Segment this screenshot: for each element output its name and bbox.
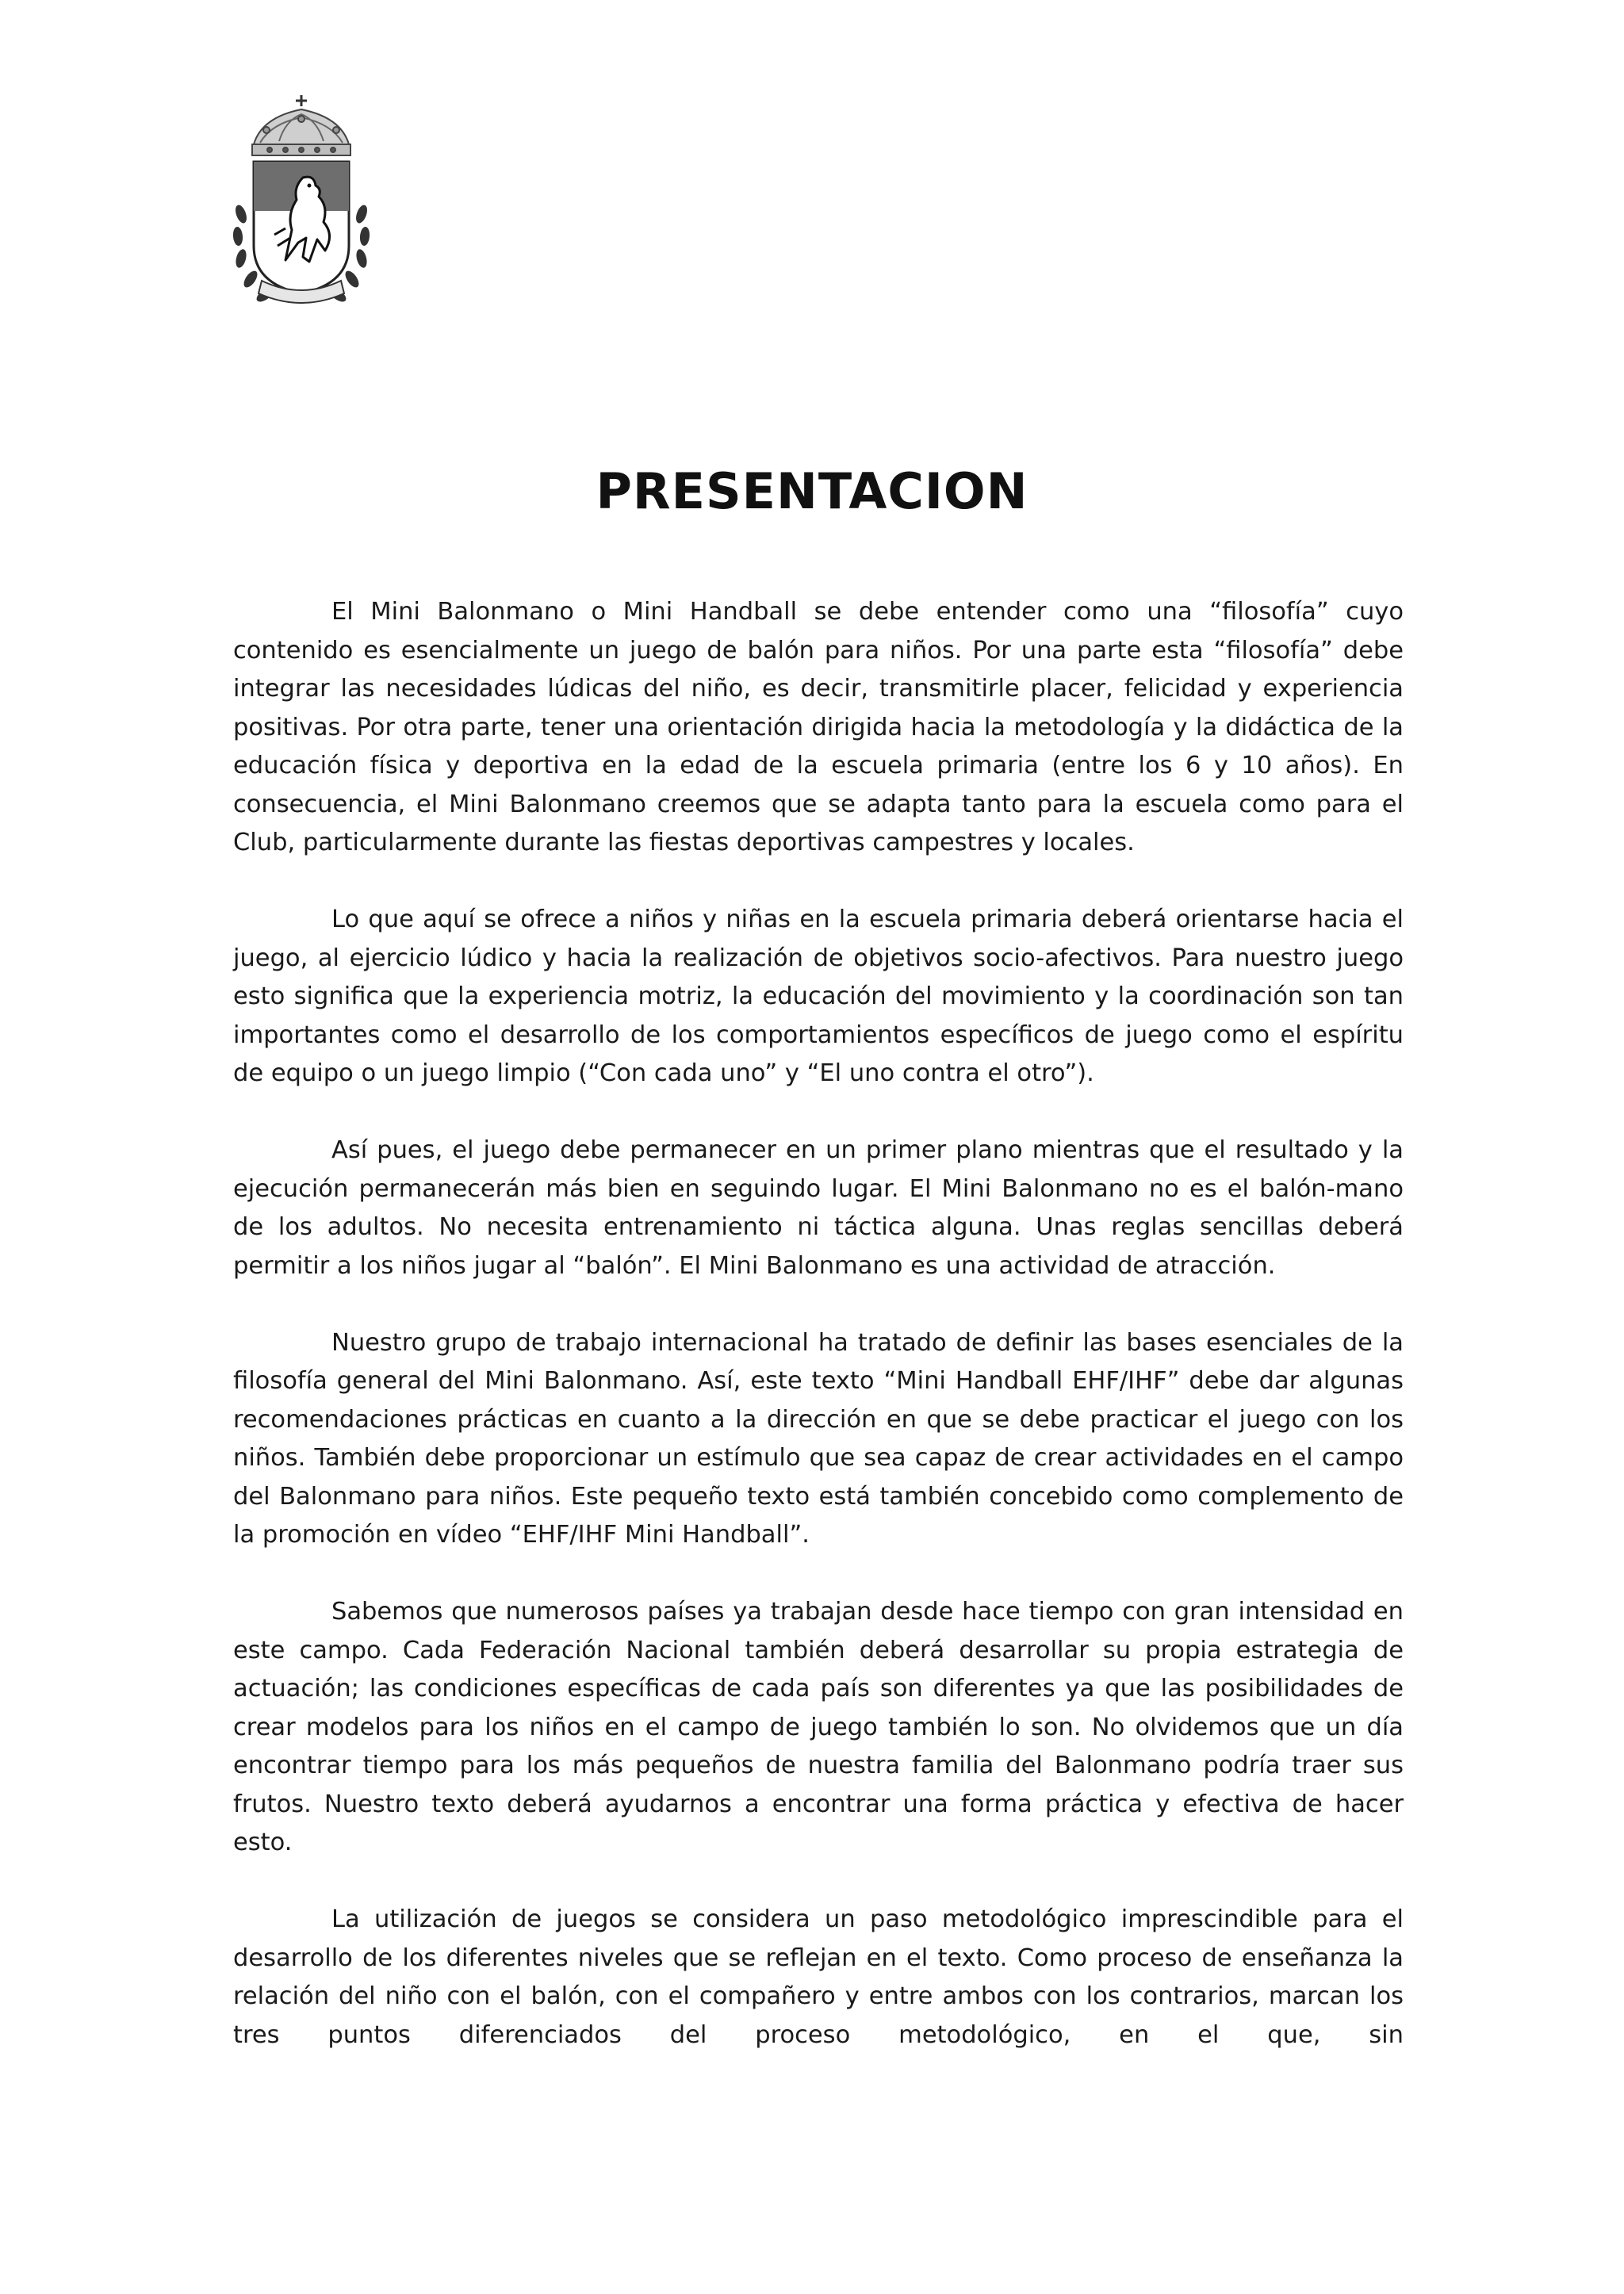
- paragraph-1: El Mini Balonmano o Mini Handball se debe entender como una “filosofía” cuyo contenido es esencialmente un juego de balón para niños. Por una parte esta “filosofía” debe integrar las necesidades lúdicas del niño, es decir, transmitirle placer, felicidad y experiencia positivas. Por otra parte, tener una orientación dirigida hacia la metodología y la didáctica de la educación física y deportiva en la edad de la escuela primaria (entre los 6 y 10 años). En consecuencia, el Mini Balonmano creemos que se adapta tanto para la escuela como para el Club, particularmente durante las fiestas deportivas campestres y locales.: [233, 598, 1404, 856]
- federation-crest-logo: [230, 95, 373, 311]
- page-title: PRESENTACION: [596, 462, 1028, 520]
- document-body: [233, 593, 1404, 2093]
- paragraph-3: Así pues, el juego debe permanecer en un primer plano mientras que el resultado y la ejecución permanecerán más bien en seguindo lugar. El Mini Balonmano no es el balón-mano de los adultos. No necesita entrenamiento ni táctica alguna. Unas reglas sencillas deberá permitir a los niños jugar al “balón”. El Mini Balonmano es una actividad de atracción.: [233, 1136, 1404, 1280]
- paragraph-5: Sabemos que numerosos países ya trabajan desde hace tiempo con gran intensidad en este campo. Cada Federación Nacional también deberá desarrollar su propia estrategia de actuación; las condiciones específicas de cada país son diferentes ya que las posibilidades de crear modelos para los niños en el campo de juego también lo son. No olvidemos que un día encontrar tiempo para los más pequeños de nuestra familia del Balonmano podría traer sus frutos. Nuestro texto deberá ayudarnos a encontrar una forma práctica y efectiva de hacer esto.: [233, 1598, 1404, 1856]
- paragraph-4: Nuestro grupo de trabajo internacional ha tratado de definir las bases esenciales de la filosofía general del Mini Balonmano. Así, este texto “Mini Handball EHF/IHF” debe dar algunas recomendaciones prácticas en cuanto a la dirección en que se debe practicar el juego con los niños. También debe proporcionar un estímulo que sea capaz de crear actividades en el campo del Balonmano para niños. Este pequeño texto está también concebido como complemento de la promoción en vídeo “EHF/IHF Mini Handball”.: [233, 1328, 1404, 1549]
- paragraph-6: La utilización de juegos se considera un paso metodológico imprescindible para el desarrollo de los diferentes niveles que se reflejan en el texto. Como proceso de enseñanza la relación del niño con el balón, con el compañero y entre ambos con los contrarios, marcan los tres puntos diferenciados del proceso metodológico, en el que, sin: [233, 1905, 1404, 2049]
- paragraph-2: Lo que aquí se ofrece a niños y niñas en la escuela primaria deberá orientarse hacia el juego, al ejercicio lúdico y hacia la realización de objetivos socio-afectivos. Para nuestro juego esto significa que la experiencia motriz, la educación del movimiento y la coordinación son tan importantes como el desarrollo de los comportamientos específicos de juego como el espíritu de equipo o un juego limpio (“Con cada uno” y “El uno contra el otro”).: [233, 906, 1404, 1087]
